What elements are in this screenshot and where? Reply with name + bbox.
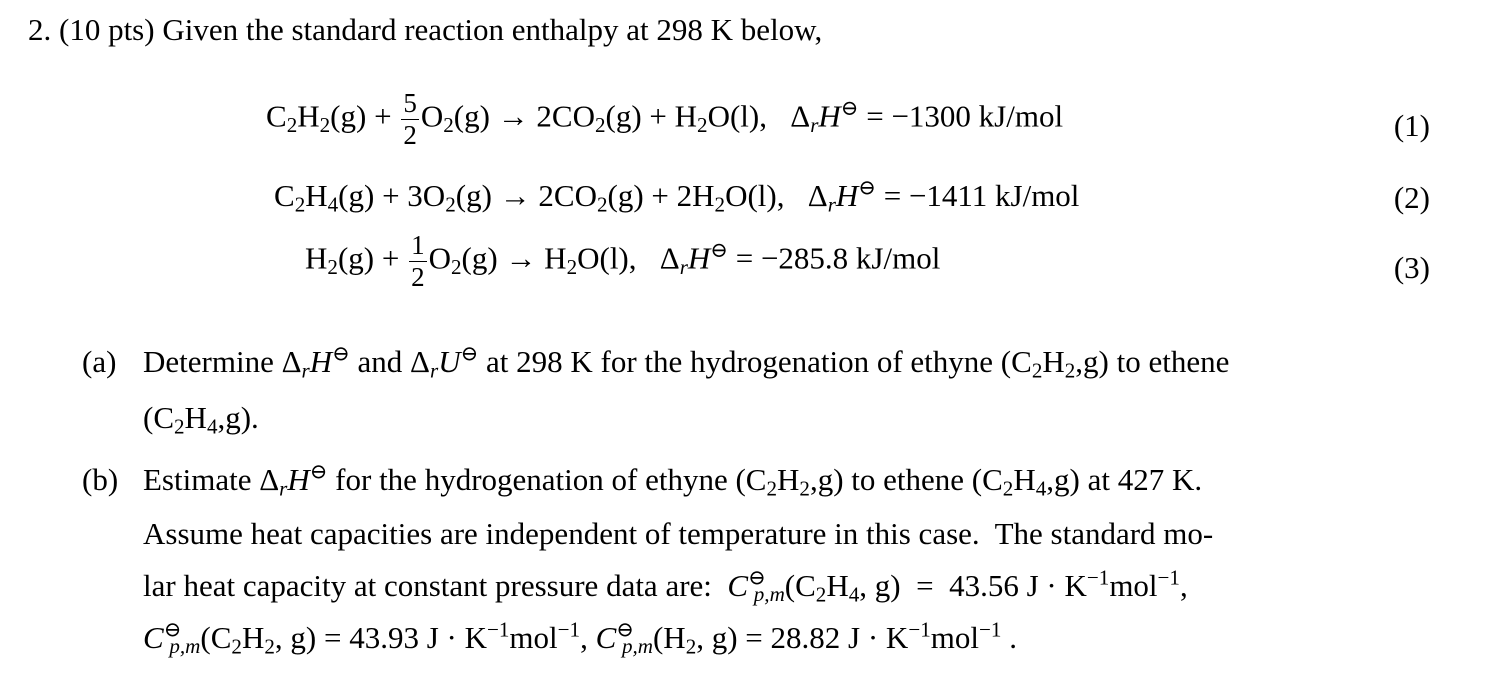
part-a-line-2: $(C_2H_4,g)$. (143, 400, 259, 439)
part-b-label: (b) (82, 462, 119, 497)
fraction-5-2: $\frac{5}{2}$ (403, 88, 417, 150)
eq2-dh-value: −1411 kJ/mol (908, 178, 1080, 213)
part-b-line-1: Estimate $\Delta_rH^⊖$ for the hydrogenation of ethyne $(C_2H_2,g)$ to ethene $(C_2H_4,g)$ at 427 K. (143, 459, 1203, 501)
equation-1-number: (1) (1393, 108, 1430, 143)
problem-header: 2. (10 pts) Given the standard reaction enthalpy at 298 K below, (28, 12, 823, 47)
equation-2: $C_2H_4(g) + 3O_2(g) \to 2CO_2(g) + 2H_2O(l)$, $\Delta_rH^⊖ = -1411$ kJ/mol (274, 175, 1080, 217)
part-b-line-2: Assume heat capacities are independent of temperature in this case. The standard mo- (143, 516, 1214, 551)
part-b-line-4: $C^⊖_{p,m}(C_2H_2$, g) = 43.93 $J \cdot K^{-1}mol^{-1}$, $C^⊖_{p,m}(H_2$, g) = 28.82 $J \cdot K^{-1}mol^{-1}$ . (143, 617, 1017, 659)
cp-h2-value: 28.82 (770, 620, 841, 655)
eq1-dh-value: −1300 kJ/mol (891, 98, 1064, 134)
eq3-dh-value: −285.8 kJ/mol (760, 240, 941, 276)
cp-c2h2-value: 43.93 (349, 620, 419, 655)
part-b-temperature: 427 K (1117, 462, 1195, 497)
part-b-line-3: lar heat capacity at constant pressure data are: $C^⊖_{p,m}(C_2H_4$, g) = 43.56 $J \cdot K^{-1}mol^{-1}$, (143, 565, 1188, 607)
part-a-label: (a) (82, 344, 117, 379)
equation-2-number: (2) (1393, 180, 1430, 215)
part-a-line-1: Determine $\Delta_rH^⊖$ and $\Delta_rU^⊖$ at 298 K for the hydrogenation of ethyne $(C_2H_2,g)$ to ethene (143, 341, 1230, 383)
fraction-1-2: $\frac{1}{2}$ (411, 230, 425, 292)
equation-3: $H_2(g)$ + $\frac{1}{2}$ $O_2(g) \to H_2O(l)$, $\Delta_rH^⊖ = -285.8$ kJ/mol (305, 230, 941, 292)
equation-1: $C_2H_2(g)$ + $\frac{5}{2}$ $O_2(g) \to 2CO_2(g) + H_2O(l)$, $\Delta_rH^⊖ = -1300$ kJ/mol (266, 88, 1064, 150)
equation-3-number: (3) (1393, 250, 1430, 285)
cp-c2h4-value: 43.56 (949, 568, 1019, 603)
